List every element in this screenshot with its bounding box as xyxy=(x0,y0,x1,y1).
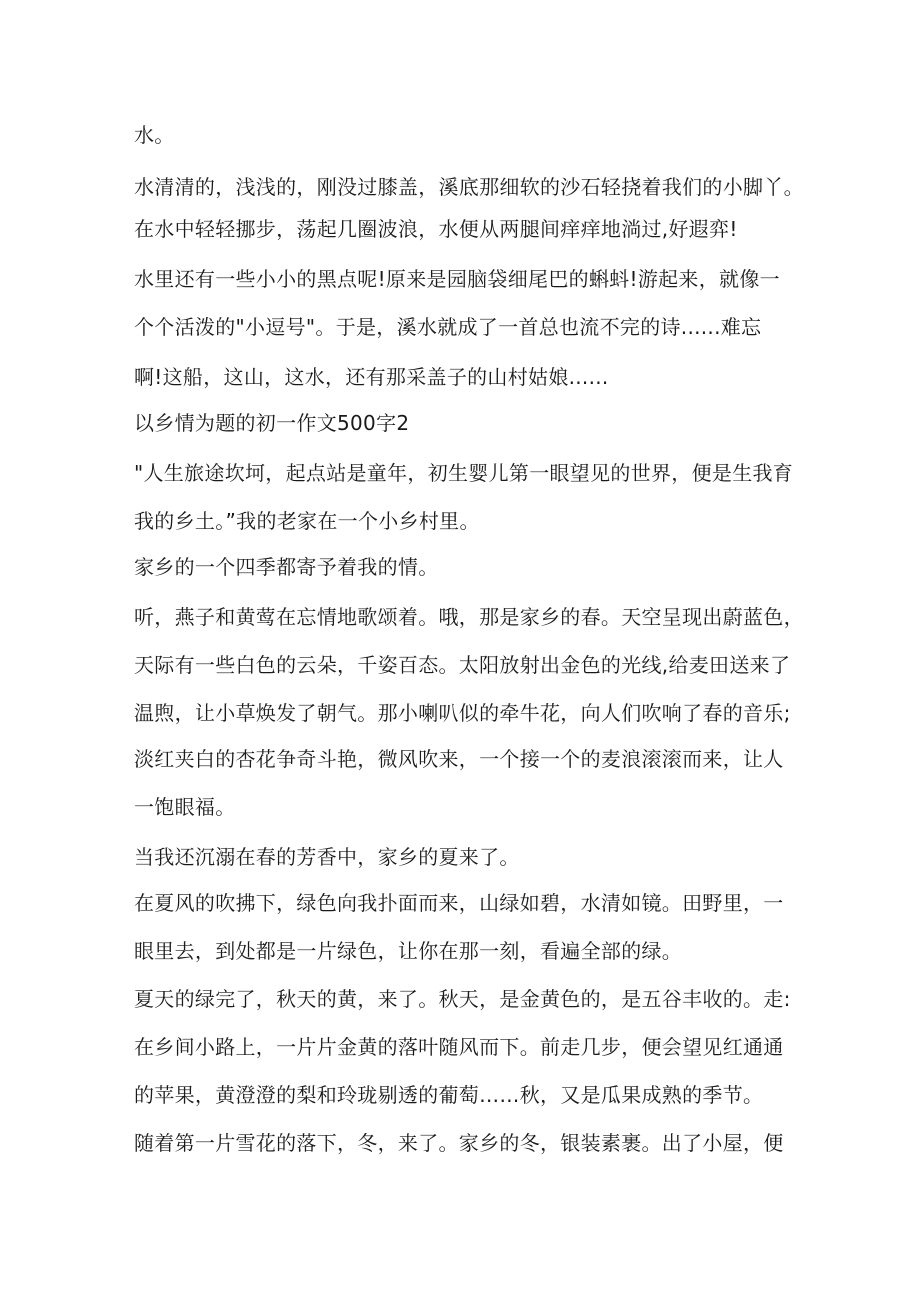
text-line: 水里还有一些小小的黑点呢!原来是园脑袋细尾巴的蝌蚪!游起来，就像一 xyxy=(134,267,780,291)
text-line: 当我还沉溺在春的芳香中，家乡的夏来了。 xyxy=(134,845,520,869)
text-line: 眼里去，到处都是一片绿色，让你在那一刻，看遍全部的绿。 xyxy=(134,939,683,963)
text-line: 啊!这船，这山，这水，还有那采盖子的山村姑娘...... xyxy=(134,365,609,389)
text-line: 听，燕子和黄莺在忘情地歌颂着。哦，那是家乡的春。天空呈现出蔚蓝色， xyxy=(134,605,804,629)
text-line: 水。 xyxy=(134,123,175,147)
text-line: 我的乡土。”我的老家在一个小乡村里。 xyxy=(134,509,480,533)
text-line: 的苹果，黄澄澄的梨和玲珑剔透的葡萄……秋，又是瓜果成熟的季节。 xyxy=(134,1083,764,1107)
text-line: 在水中轻轻挪步，荡起几圈波浪，水便从两腿间痒痒地淌过,好遐弈! xyxy=(134,217,738,241)
text-line: 淡红夹白的杏花争奇斗艳，微风吹来，一个接一个的麦浪滚滚而来，让人 xyxy=(134,747,784,771)
text-line: 天际有一些白色的云朵，千姿百态。太阳放射出金色的光线,给麦田送来了 xyxy=(134,653,791,677)
text-line: 夏天的绿完了，秋天的黄，来了。秋天，是金黄色的，是五谷丰收的。走: xyxy=(134,987,791,1011)
section-heading: 以乡情为题的初一作文500字2 xyxy=(134,411,410,435)
text-line: 一饱眼福。 xyxy=(134,795,236,819)
text-line: 在夏风的吹拂下，绿色向我扑面而来，山绿如碧，水清如镜。田野里，一 xyxy=(134,891,784,915)
text-line: 家乡的一个四季都寄予着我的情。 xyxy=(134,555,439,579)
text-line: 温煦，让小草焕发了朝气。那小喇叭似的牵牛花，向人们吹响了春的音乐; xyxy=(134,701,791,725)
text-line: 在乡间小路上，一片片金黄的落叶随风而下。前走几步，便会望见红通通 xyxy=(134,1035,784,1059)
text-line: "人生旅途坎坷，起点站是童年，初生婴儿第一眼望见的世界，便是生我育 xyxy=(134,461,794,485)
text-line: 随着第一片雪花的落下，冬，来了。家乡的冬，银装素裹。出了小屋，便 xyxy=(134,1131,784,1155)
text-line: 水清清的，浅浅的，刚没过膝盖，溪底那细软的沙石轻挠着我们的小脚丫。 xyxy=(134,175,804,199)
text-line: 个个活泼的"小逗号"。于是，溪水就成了一首总也流不完的诗......难忘 xyxy=(134,315,762,339)
